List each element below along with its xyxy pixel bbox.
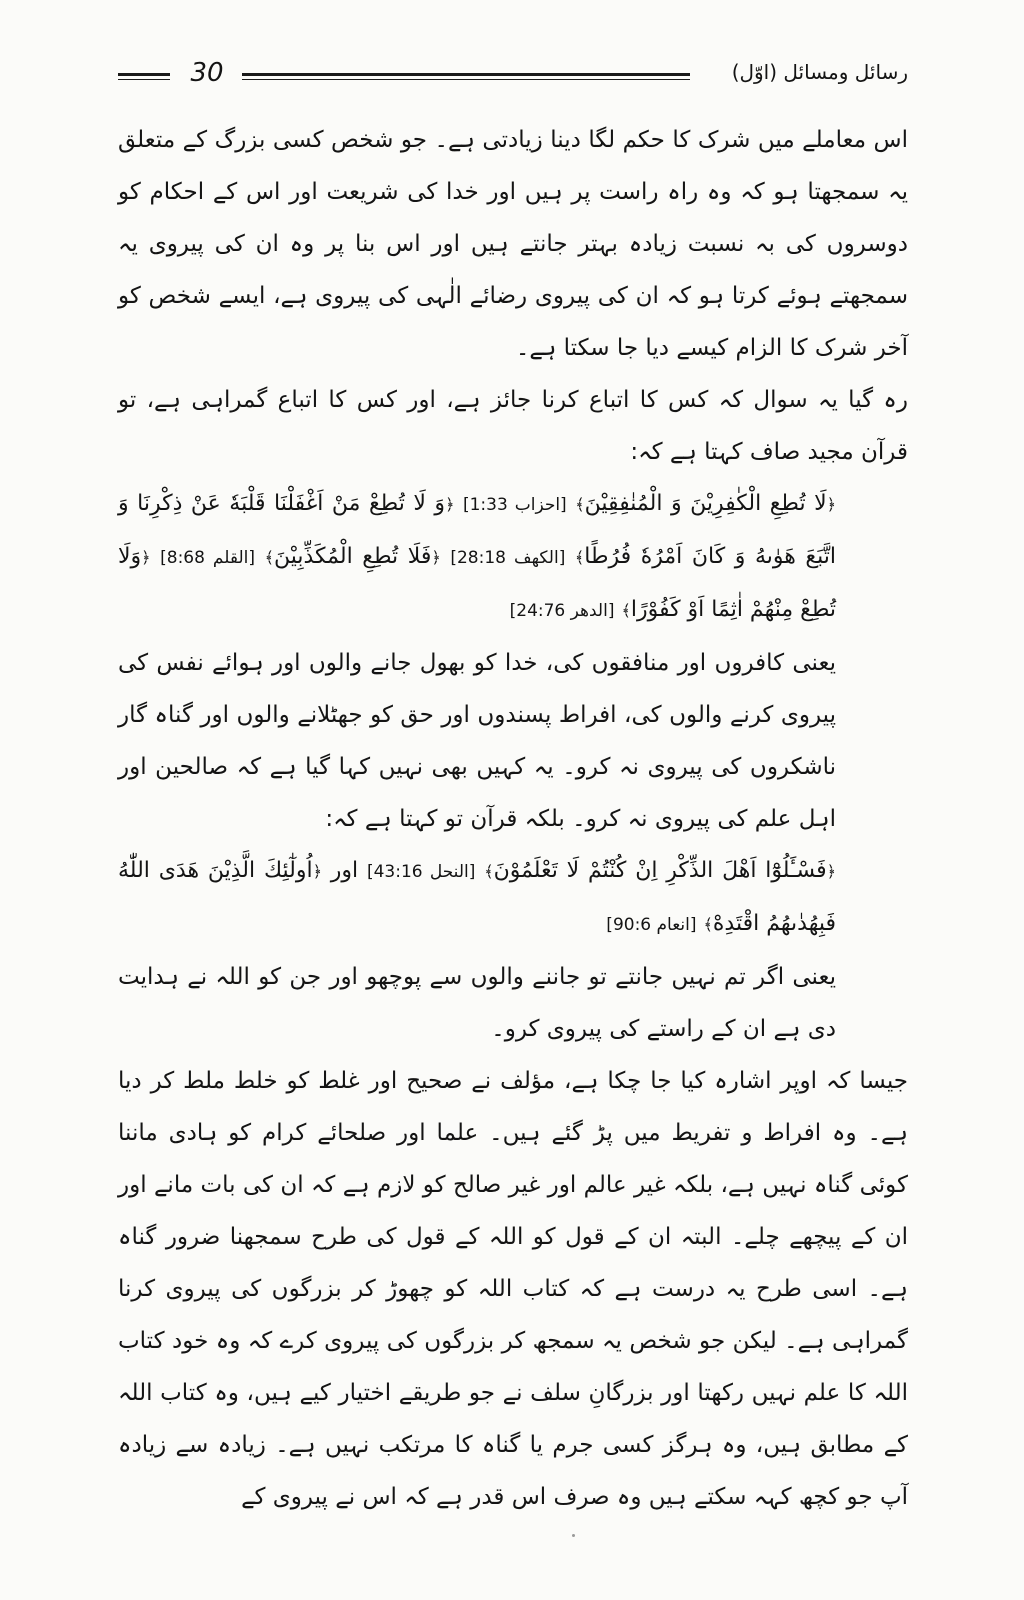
verse-kahf: وَ لَا تُطِعْ مَنْ اَغْفَلْنَا قَلْبَهٗ عَنْ ذِكْرِنَا وَ اتَّبَعَ هَوٰىهُ وَ كَانَ اَمْرُهٗ فُرُطًا xyxy=(118,491,836,569)
paragraph-3: یعنی کافروں اور منافقوں کی، خدا کو بھول جانے والوں اور ہوائے نفس کی پیروی کرنے والوں کی، افراط پسندوں اور حق کو جھٹلانے والوں اور گناہ گار ناشکروں کی پیروی نہ کرو۔ یہ کہیں بھی نہیں کہا گیا ہے کہ صالحین اور اہل علم کی پیروی نہ کرو۔ بلکہ قرآن تو کہتا ہے کہ: xyxy=(118,650,836,832)
header-rule-middle-thin xyxy=(242,79,690,80)
verse-ahzab: لَا تُطِعِ الْكٰفِرِيْنَ وَ الْمُنٰفِقِيْنَ xyxy=(584,491,827,516)
page-number: 30 xyxy=(190,58,224,88)
running-header xyxy=(118,56,908,100)
paragraph-5: جیسا کہ اوپر اشارہ کیا جا چکا ہے، مؤلف نے صحیح اور غلط کو خلط ملط کر دیا ہے۔ وہ افراط و تفریط میں پڑ گئے ہیں۔ علما اور صلحائے کرام کو ہادی ماننا کوئی گناہ نہیں ہے، بلکہ غیر عالم اور غیر صالح کو لازم ہے کہ ان کی بات مانے اور ان کے پیچھے چلے۔ البتہ ان کے قول کو اللہ کے قول کی طرح سمجھنا ضرور گناہ ہے۔ اسی طرح یہ درست ہے کہ کتاب اللہ کو چھوڑ کر بزرگوں کی پیروی کرنا گمراہی ہے۔ لیکن جو شخص یہ سمجھ کر بزرگوں کی پیروی کرے کہ وہ خود کتاب اللہ کا علم نہیں رکھتا اور بزرگانِ سلف نے جو طریقے اختیار کیے ہیں، وہ کتاب اللہ کے مطابق ہیں، وہ ہرگز کسی جرم یا گناہ کا مرتکب نہیں ہے۔ زیادہ سے زیادہ آپ جو کچھ کہہ سکتے ہیں وہ صرف اس قدر ہے کہ اس نے پیروی کے xyxy=(118,1068,908,1510)
ref-kahf: [الکھف 28:18] xyxy=(450,548,566,568)
verse-anaam: اُولٰٓئِكَ الَّذِيْنَ هَدَى اللّٰهُ فَبِهُدٰىهُمُ اقْتَدِهْ xyxy=(118,858,836,936)
ref-ahzab: [احزاب 1:33] xyxy=(462,495,567,515)
print-speck xyxy=(572,1534,575,1537)
quran-verses-2: ﴿فَسْـَٔلُوْٓا اَهْلَ الذِّكْرِ اِنْ كُنْتُمْ لَا تَعْلَمُوْنَ﴾ [النحل 43:16] اور ﴿اُولٰٓئِكَ الَّذِيْنَ هَدَى اللّٰهُ فَبِهُدٰىهُمُ اقْتَدِهْ﴾ [انعام 90:6] xyxy=(118,858,836,936)
quran-quote-block-1 xyxy=(118,478,836,1055)
page-body xyxy=(118,114,908,1523)
ref-qalam: [القلم 8:68] xyxy=(160,548,256,568)
conjunction: اور xyxy=(330,858,359,883)
ref-dahr: [الدھر 24:76] xyxy=(509,601,615,621)
paragraph-1: اس معاملے میں شرک کا حکم لگا دینا زیادتی ہے۔ جو شخص کسی بزرگ کے متعلق یہ سمجھتا ہو کہ وہ راہ راست پر ہیں اور خدا کی شریعت اور اس کے احکام کو دوسروں کی بہ نسبت زیادہ بہتر جانتے ہیں اور اس بنا پر وہ ان کی پیروی یہ سمجھتے ہوئے کرتا ہو کہ ان کی پیروی رضائے الٰہی کی پیروی ہے، ایسے شخص کو آخر شرک کا الزام کیسے دیا جا سکتا ہے۔ xyxy=(118,127,908,361)
header-rule-left-thin xyxy=(118,79,170,80)
header-rule-left xyxy=(118,73,170,76)
paragraph-2: رہ گیا یہ سوال کہ کس کا اتباع کرنا جائز ہے، اور کس کا اتباع گمراہی ہے، تو قرآن مجید صاف کہتا ہے کہ: xyxy=(118,387,908,465)
header-rule-middle xyxy=(242,73,690,76)
verse-qalam: فَلَا تُطِعِ الْمُكَذِّبِيْنَ xyxy=(273,544,432,569)
verse-dahr: وَلَا تُطِعْ مِنْهُمْ اٰثِمًا اَوْ كَفُوْرًا xyxy=(118,544,836,622)
verse-nahl: فَسْـَٔلُوْٓا اَهْلَ الذِّكْرِ اِنْ كُنْتُمْ لَا تَعْلَمُوْنَ xyxy=(493,858,827,883)
paragraph-4: یعنی اگر تم نہیں جانتے تو جاننے والوں سے پوچھو اور جن کو اللہ نے ہدایت دی ہے ان کے راستے کی پیروی کرو۔ xyxy=(118,964,836,1042)
running-title: رسائل ومسائل (اوّل) xyxy=(731,60,908,84)
quran-verses-1: ﴿لَا تُطِعِ الْكٰفِرِيْنَ وَ الْمُنٰفِقِيْنَ﴾ [احزاب 1:33] ﴿وَ لَا تُطِعْ مَنْ اَغْفَلْنَا قَلْبَهٗ عَنْ ذِكْرِنَا وَ اتَّبَعَ هَوٰىهُ وَ كَانَ اَمْرُهٗ فُرُطًا﴾ [الکھف 28:18] ﴿فَلَا تُطِعِ الْمُكَذِّبِيْنَ﴾ [القلم 8:68] ﴿وَلَا تُطِعْ مِنْهُمْ اٰثِمًا اَوْ كَفُوْرًا﴾ [الدھر 24:76] xyxy=(118,491,837,622)
ref-nahl: [النحل 43:16] xyxy=(366,862,476,882)
ref-anaam: [انعام 90:6] xyxy=(606,915,697,935)
